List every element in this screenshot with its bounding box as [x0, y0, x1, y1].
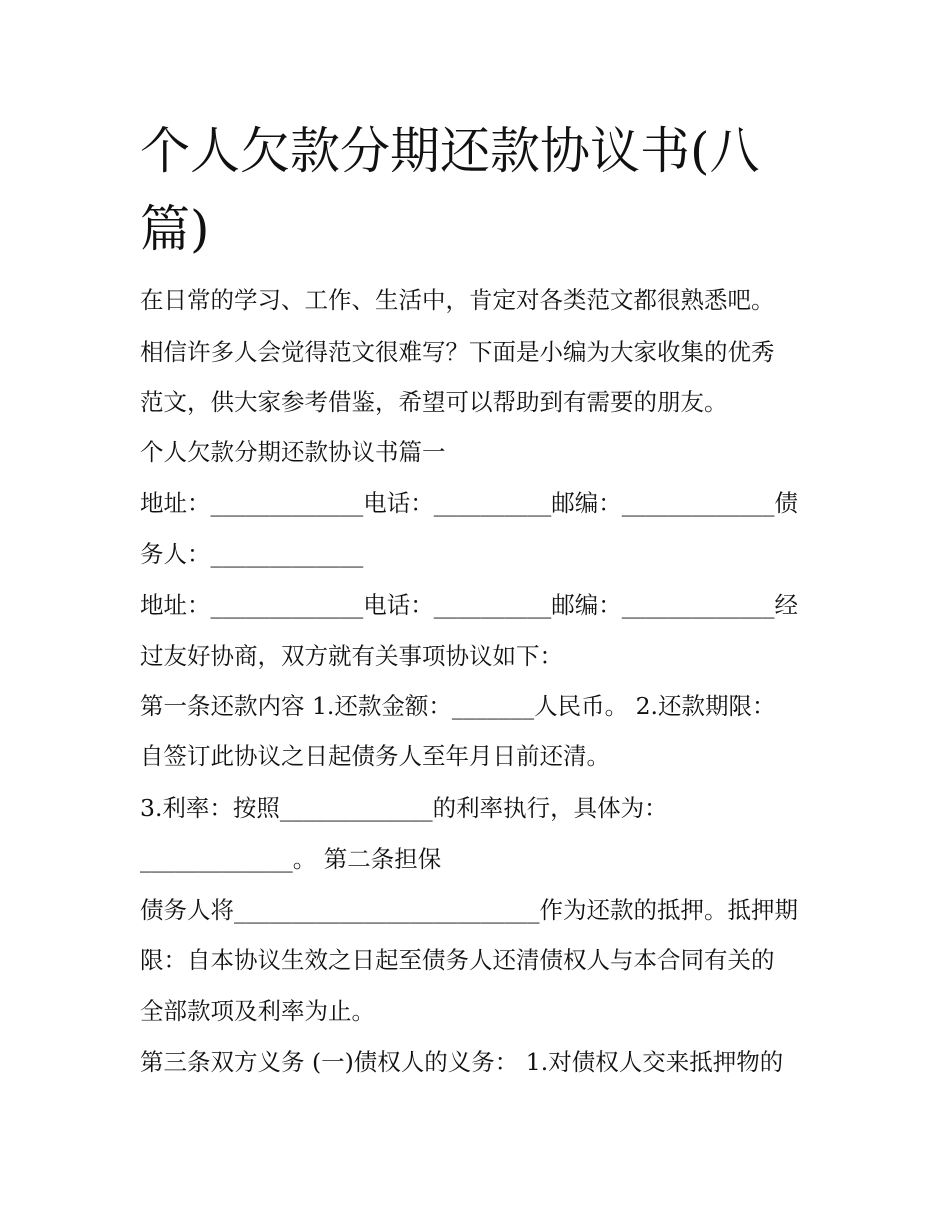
- body-line-creditor-address: 地址：_____________电话：__________邮编：_____________债: [140, 489, 798, 517]
- body-line-debtor-address: 地址：_____________电话：__________邮编：_____________经: [140, 591, 798, 619]
- body-line-collateral-term: 限：自本协议生效之日起至债务人还清债权人与本合同有关的: [140, 946, 775, 974]
- document-title: [140, 112, 840, 268]
- body-line-collateral: 债务人将__________________________作为还款的抵押。抵押期: [140, 896, 798, 924]
- body-line-intro-3: 范文，供大家参考借鉴，希望可以帮助到有需要的朋友。: [140, 388, 728, 416]
- title-line-1: 个人欠款分期还款协议书(八: [140, 122, 760, 180]
- body-line-article-2: _____________。 第二条担保: [140, 845, 442, 873]
- body-line-interest-rate: 3.利率：按照_____________的利率执行，具体为：: [140, 794, 668, 822]
- body-line-repayment-term: 自签订此协议之日起债务人至年月日前还清。: [140, 742, 610, 770]
- section-heading-1: 个人欠款分期还款协议书篇一: [140, 438, 446, 466]
- body-line-collateral-end: 全部款项及利率为止。: [140, 997, 375, 1025]
- body-line-article-1: 第一条还款内容 1.还款金额：_______人民币。 2.还款期限：: [140, 692, 776, 720]
- title-line-2: 篇): [140, 200, 210, 258]
- body-line-article-3: 第三条双方义务 (一)债权人的义务： 1.对债权人交来抵押物的: [140, 1048, 784, 1076]
- body-line-intro-2: 相信许多人会觉得范文很难写？下面是小编为大家收集的优秀: [140, 338, 775, 366]
- body-line-agreement-intro: 过友好协商，双方就有关事项协议如下：: [140, 642, 563, 670]
- body-line-debtor: 务人：_____________: [140, 540, 364, 568]
- body-line-intro-1: 在日常的学习、工作、生活中，肯定对各类范文都很熟悉吧。: [140, 286, 775, 314]
